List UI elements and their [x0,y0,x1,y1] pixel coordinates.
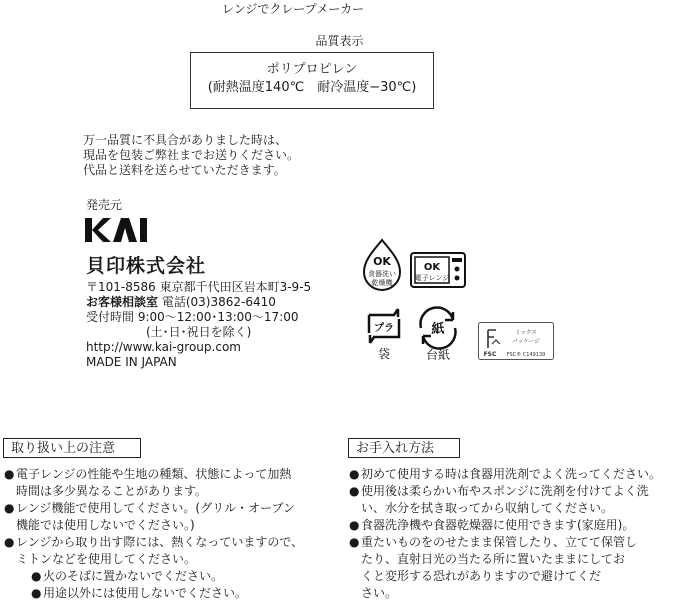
handling-list-text: レンジから取り出す際には、熱くなっていますので、 [16,535,304,549]
seller-contact [86,280,311,370]
defect-notice [83,133,299,178]
bullet-marker: ● [4,467,15,481]
care-list-text: 初めて使用する時は食器用洗剤でよく洗ってください。 [361,467,662,481]
handling-list-text: レンジ機能で使用してください。(グリル・オーブン [16,501,296,515]
notice-line: 万一品質に不具合がありました時は、 [83,133,288,147]
care-list-item [349,466,675,483]
handling-list-item [4,466,334,483]
care-list-item [349,585,675,602]
care-list-item [349,500,675,517]
fsc-label: FSC [483,351,497,358]
bullet-marker: ● [349,518,360,532]
dishwasher-ok-text: OK [373,255,391,268]
bullet-marker: ● [4,535,15,549]
paper-label: 台紙 [425,348,451,362]
bullet-marker: ● [349,535,360,549]
fsc-mix-icon [478,322,554,360]
care-list-text: くと変形する恐れがありますので避けてくだ [361,569,602,583]
quality-label-heading: 品質表示 [315,34,364,48]
care-list-text: い、水分を拭き取ってから収納してください。 [361,501,614,515]
paper-mark: 紙 [431,322,445,337]
bullet-marker: ● [31,586,42,600]
bullet-marker: ● [31,569,42,583]
handling-list-text: 火のそばに置かないでください。 [43,569,224,583]
plastic-recycle-icon [364,305,404,361]
fsc-code: FSC® C149139 [506,352,546,358]
handling-list-text: ミトンなどを使用してください。 [16,552,197,566]
material-box [190,52,434,109]
made-in-label: MADE IN JAPAN [86,355,177,369]
care-section-title: お手入れ方法 [348,438,460,458]
bag-label: 袋 [377,347,391,361]
care-list-item [349,568,675,585]
handling-list-text: 機能では使用しないでください。) [16,518,195,532]
kai-logo [85,216,149,248]
handling-list-item [4,551,334,568]
handling-list-item [4,585,334,602]
support-contact [86,295,311,310]
microwave-ok-text: OK [423,262,441,273]
address: 〒101-8586 東京都千代田区岩本町3-9-5 [86,280,312,294]
fsc-package-label: パッケージ [512,339,540,345]
care-list-item [349,483,675,500]
temperature-range: (耐熱温度140℃ 耐冷温度−30℃) [207,80,417,95]
plastic-mark: プラ [374,323,394,334]
handling-list-item [4,517,334,534]
notice-line: 現品を包装ご弊社までお送りください。 [83,148,300,162]
bullet-marker: ● [349,467,360,481]
handling-list-text: 電子レンジの性能や生地の種類、状態によって加熱 [16,467,292,481]
care-list-text: 重たいものをのせたまま保管したり、立てて保管し [361,535,638,549]
handling-list-text: 用途以外には使用しないでください。 [43,586,248,600]
dishwasher-label-2: 乾燥機 [371,279,393,287]
handling-list-item [4,568,334,585]
support-name: お客様相談室 [86,295,159,309]
care-list-item [349,534,675,551]
dishwasher-label-1: 食器洗い [368,270,396,278]
care-list-text: 使用後は柔らかい布やスポンジに洗剤を付けてよく洗 [361,484,649,498]
microwave-label: 電子レンジ [414,274,450,282]
fsc-mix-label: ミックス [515,330,537,336]
handling-list-item [4,534,334,551]
care-list-text: さい。 [361,586,398,600]
support-holidays: (土･日･祝日を除く) [146,325,252,339]
care-list-item [349,517,675,534]
handling-section-title: 取り扱い上の注意 [3,438,141,458]
bullet-marker: ● [4,501,15,515]
bullet-marker: ● [349,484,360,498]
paper-recycle-icon [413,306,465,362]
material-name: ポリプロピレン [266,62,358,77]
support-hours: 受付時間 9:00〜12:00･13:00〜17:00 [86,310,299,324]
product-name: レンジでクレープメーカー [222,2,365,16]
handling-list-item [4,483,334,500]
microwave-ok-icon [410,252,466,288]
care-list-text: 食器洗浄機や食器乾燥器に使用できます(家庭用)。 [361,518,635,532]
dishwasher-ok-icon [360,238,404,292]
care-list [349,466,675,602]
care-list-item [349,551,675,568]
handling-list [4,466,334,602]
seller-label: 発売元 [86,198,123,212]
care-list-text: たり、直射日光の当たる所に置いたままにしてお [361,552,626,566]
phone-number: 電話(03)3862-6410 [161,295,276,309]
notice-line: 代品と送料を送らせていただきます。 [83,163,286,177]
handling-list-item [4,500,334,517]
website-url[interactable]: http://www.kai-group.com [86,340,241,354]
handling-list-text: 時間は多少異なることがあります。 [16,484,208,498]
company-name: 貝印株式会社 [86,255,207,277]
